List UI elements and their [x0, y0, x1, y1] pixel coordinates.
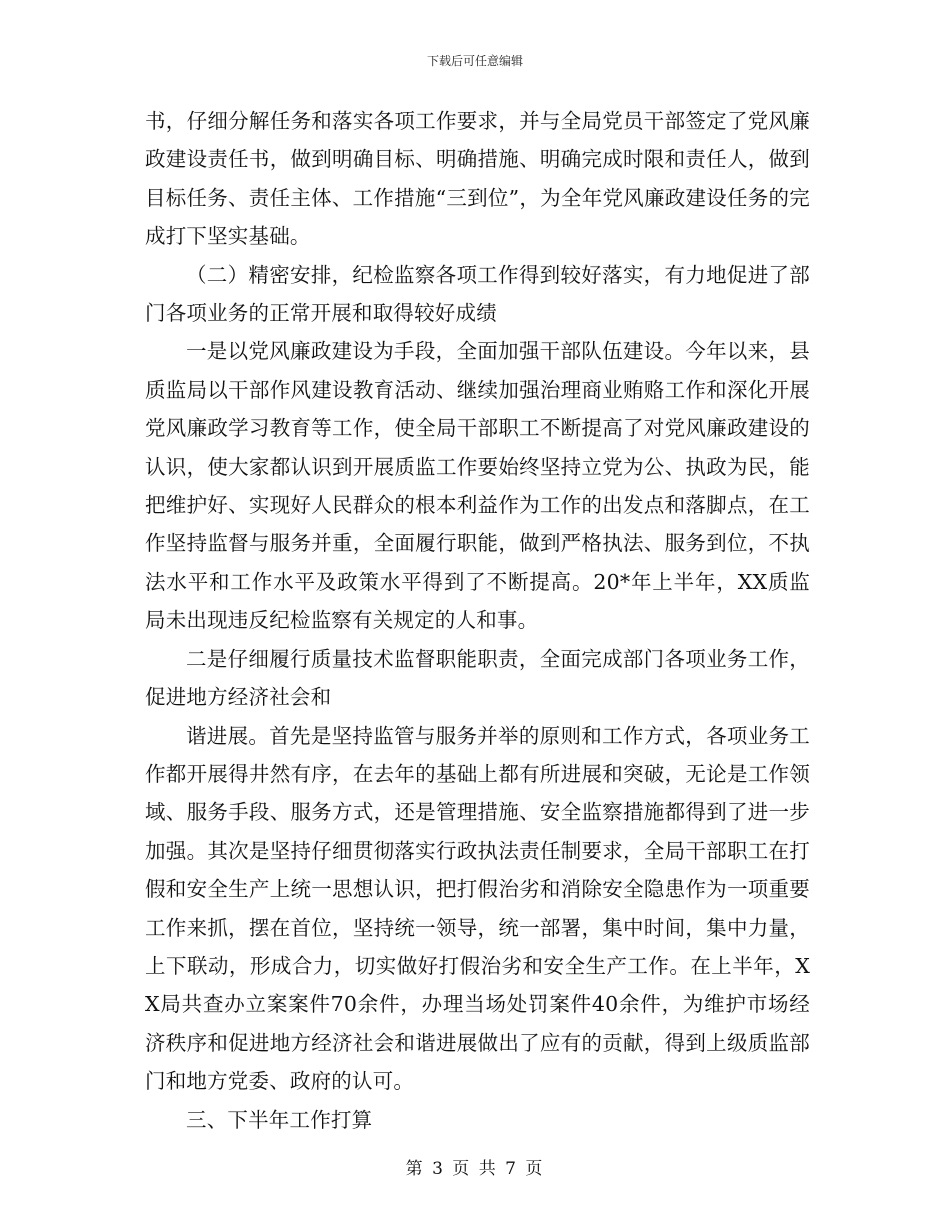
page-number: 第 3 页 共 7 页 [405, 1159, 545, 1179]
paragraph-3: 一是以党风廉政建设为手段，全面加强干部队伍建设。今年以来，县质监局以干部作风建设教育活动、继续加强治理商业贿赂工作和深化开展党风廉政学习教育等工作，使全局干部职工不断提高了对党风廉政建设的认识，使大家都认识到开展质监工作要始终坚持立党为公、执政为民，能把维护好、实现好人民群众的根本利益作为工作的出发点和落脚点，在工作坚持监督与服务并重，全面履行职能，做到严格执法、服务到位，不执法水平和工作水平及政策水平得到了不断提高。20*年上半年，XX质监局未出现违反纪检监察有关规定的人和事。 [145, 339, 810, 633]
paragraph-1: 书，仔细分解任务和落实各项工作要求，并与全局党员干部签定了党风廉政建设责任书，做到明确目标、明确措施、明确完成时限和责任人，做到目标任务、责任主体、工作措施“三到位”，为全年党风廉政建设任务的完成打下坚实基础。 [145, 109, 810, 249]
paragraph-4: 二是仔细履行质量技术监督职能职责，全面完成部门各项业务工作，促进地方经济社会和 [145, 646, 810, 710]
paragraph-5: 谐进展。首先是坚持监管与服务并举的原则和工作方式，各项业务工作都开展得井然有序，在去年的基础上都有所进展和突破，无论是工作领域、服务手段、服务方式，还是管理措施、安全监察措施都得到了进一步加强。其次是坚持仔细贯彻落实行政执法责任制要求，全局干部职工在打假和安全生产上统一思想认识，把打假治劣和消除安全隐患作为一项重要工作来抓，摆在首位，坚持统一领导，统一部署，集中时间，集中力量，上下联动，形成合力，切实做好打假治劣和安全生产工作。在上半年，XX局共查办立案案件70余件，办理当场处罚案件40余件，为维护市场经济秩序和促进地方经济社会和谐进展做出了应有的贡献，得到上级质监部门和地方党委、政府的认可。 [145, 723, 810, 1094]
section-heading: 三、下半年工作打算 [186, 1107, 373, 1132]
paragraph-2-heading: （二）精密安排，纪检监察各项工作得到较好落实，有力地促进了部门各项业务的正常开展和取得较好成绩 [145, 262, 810, 326]
header-note: 下载后可任意编辑 [426, 54, 523, 68]
document-body [145, 102, 810, 1139]
